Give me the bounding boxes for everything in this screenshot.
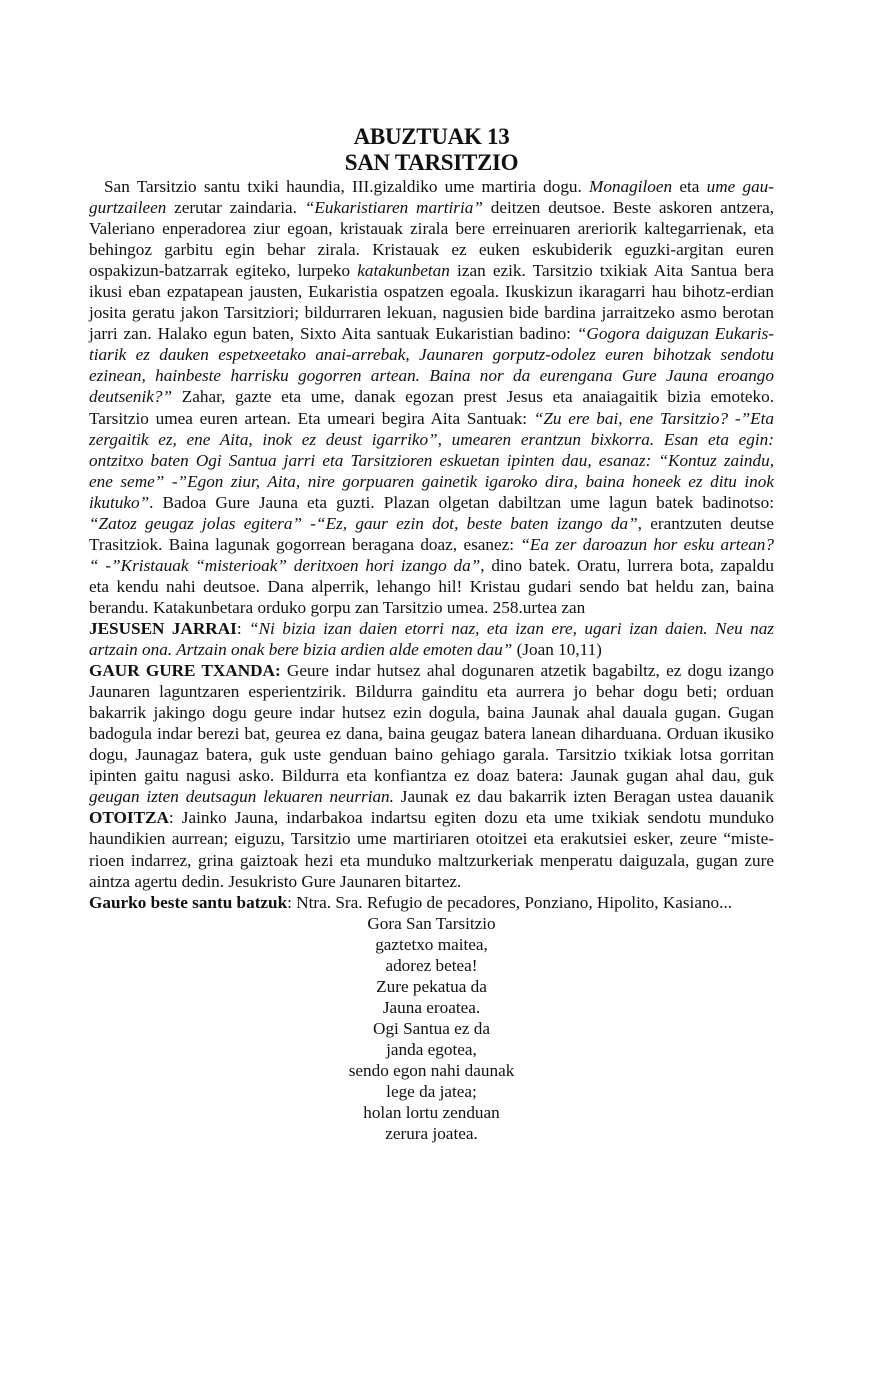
text-line: dogu, Jaunagaz batera, guk uste genduan baino gehiago garala. Tarsitzio txikiak lotsa gorritan [89, 745, 774, 765]
text-line [89, 660, 774, 681]
text-line [89, 260, 774, 281]
text-run: katakunbetan [357, 261, 450, 281]
text-line: berandu. Katakunbetara orduko gorpu zan Tarsitzio umea. 258.urtea zan [89, 597, 586, 617]
text-line [89, 197, 774, 218]
text-run: : Jainko Jauna, indarbakoa indartsu egiten dozu eta ume txikiak sendotu munduko [168, 808, 774, 828]
text-run: Geure indar hutsez ahal dogunaren atzetik bagabiltz, ez dogu izango [280, 661, 775, 681]
text-line: Jaunaren laguntzaren esperientzirik. Bildurra gainditu eta aurrera jo behar dogu beti; orduan [89, 682, 774, 702]
text-line [89, 386, 774, 407]
text-run: : Ntra. Sra. Refugio de pecadores, Ponziano, Hipolito, Kasiano... [287, 892, 733, 912]
section-label: JESUSEN JARRAI [89, 618, 237, 638]
text-line: tiarik ez dauken espetxeetako anai-arrebak, Jaunaren gorputz-odolez euren bihotzak sendotu [89, 345, 774, 365]
text-run: ikutuko” [89, 492, 150, 512]
section-label: OTOITZA [89, 808, 169, 828]
page-title [89, 124, 774, 176]
text-line [89, 513, 774, 534]
text-line [89, 492, 774, 513]
text-run: “Zu ere bai, ene Tarsitzio? -”Eta [533, 408, 775, 428]
text-line [89, 639, 774, 660]
poem [89, 913, 774, 1145]
text-line: eta kendu nahi deutsoe. Dana alperrik, lehango hil! Kristau gudari sendo bat heldu zan, baina [89, 576, 774, 596]
poem-line: adorez betea! [385, 955, 478, 975]
title-saint: SAN TARSITZIO [344, 150, 519, 175]
text-line [89, 892, 774, 913]
text-line: bakarrik jakingo dogu geure indar hutsez ezin dogula, baina Jaunak ahal dauala gugan. Gugan [89, 703, 774, 723]
poem-line: Gora San Tarsitzio [367, 913, 496, 933]
text-line: josita geratu jakon Tarsitziori; bildurraren lekuan, nagusien bide bardina jarraitzeko asmo berotan [89, 303, 774, 323]
section-label: GAUR GURE TXANDA: [89, 661, 281, 681]
text-run: “Gogora daiguzan Eukaris- [576, 324, 774, 344]
poem-line: zerura joatea. [385, 1124, 478, 1144]
text-run: “Eukaristiaren martiria” [304, 198, 483, 218]
text-run: , dino batek. Oratu, lurrera bota, zapaldu [480, 555, 774, 575]
poem-line: gaztetxo maitea, [375, 934, 488, 954]
text-run: Zahar, gazte eta ume, danak egozan prest Jesus eta anaiagaitik bizia emoteko. [172, 387, 774, 407]
text-line [89, 323, 774, 344]
text-line: ontzitxo baten Ogi Santua jarri eta Tarsitzioren eskuetan ipinten dau, esanaz: “Kontuz zaindu, [89, 450, 774, 470]
text-line [89, 618, 774, 639]
jesusen-jarrai-section [89, 618, 774, 660]
text-run: jarri zan. Halako egun baten, Sixto Aita santuak Eukaristian badino: [89, 324, 577, 344]
text-run: Trasitziok. Baina lagunak gogorrean beragana doaz, esanez: [89, 534, 521, 554]
text-line: behingoz garbitu egin behar zirala. Kristauak ez euken eskubiderik eguzki-argitan euren [89, 240, 774, 260]
text-run: . Badoa Gure Jauna eta guzti. Plazan olgetan dabiltzan ume lagun batek badinotso: [149, 492, 774, 512]
text-line: ene seme” -”Egon ziur, Aita, nire gorpuaren gainetik igaroko dira, baina honeek ez ditu inok [89, 471, 774, 491]
poem-line: lege da jatea; [386, 1082, 477, 1102]
text-line: rioen indarrez, grina gaiztoak hezi eta munduko maltzurkeriak menperatu daiguzala, gugan zure [89, 850, 774, 870]
text-line: zergaitik ez, ene Aita, inok ez deust igarriko”, umearen erantzun bixkorra. Esan eta egin: [89, 429, 774, 449]
text-line: badogula indar berezi bat, geurea ez dana, baina geugaz batera lanean diharduana. Orduan ikusiko [89, 724, 774, 744]
intro-paragraph [89, 176, 774, 618]
text-run: izan ezik. Tarsitzio txikiak Aita Santua bera [449, 261, 775, 281]
poem-line: sendo egon nahi daunak [348, 1060, 515, 1080]
text-line [89, 408, 774, 429]
text-run: Monagiloen [589, 177, 673, 196]
text-line: haundikien aurrean; eiguzu, Tarsitzio ume martiriaren otoitzei eta erakutsiei esker, zeure “miste- [89, 829, 774, 849]
text-run: San Tarsitzio santu txiki haundia, III.gizaldiko ume martiria dogu. [104, 177, 590, 196]
text-run: geugan izten deutsagun lekuaren neurrian. [89, 787, 394, 807]
text-run: Jaunak ez dau bakarrik izten Beragan ustea dauanik [393, 787, 774, 807]
text-run: zerutar zaindaria. [166, 198, 305, 218]
document-page [89, 124, 774, 1144]
text-run: deutsenik?” [89, 387, 173, 407]
text-run: (Joan 10,11) [512, 640, 602, 660]
poem-line: Zure pekatua da [376, 976, 487, 996]
text-line [89, 807, 774, 828]
text-run: deitzen deutsoe. Beste askoren antzera, [482, 198, 775, 218]
text-line: Valeriano enperadorea ziur egoan, kristauak zirala bere erreinuaren areriorik kaltegarrienak, eta [89, 219, 774, 239]
text-line [89, 534, 774, 555]
title-date: ABUZTUAK 13 [353, 124, 510, 149]
text-run: eta [672, 177, 707, 196]
text-line [89, 176, 774, 197]
text-run: artzain ona. Artzain onak bere bizia ardien alde emoten dau” [89, 640, 513, 660]
otoitza-section [89, 807, 774, 891]
text-run: “Ni bizia izan daien etorri naz, eta izan ere, ugari izan daien. Neu naz [249, 618, 774, 638]
text-line: aintza agertu dedin. Jesukristo Gure Jaunaren bitartez. [89, 871, 462, 891]
text-line [89, 555, 774, 576]
text-run: “ -”Kristauak “misterioak” deritxoen hori izango da” [89, 555, 481, 575]
gaur-gure-txanda-section [89, 660, 774, 807]
text-line: ipinten gaitu nagusi asko. Bildurra eta konfiantza ez doaz batera: Jaunak gugan ahal dau, guk [89, 766, 774, 786]
poem-line: janda egotea, [386, 1039, 477, 1059]
text-run: Tarsitzio umea euren artean. Eta umeari begira Aita Santuak: [89, 408, 534, 428]
text-run: , erantzuten deutse [637, 513, 774, 533]
poem-line: Ogi Santua ez da [373, 1018, 490, 1038]
text-run: “Zatoz geugaz jolas egitera” -“Ez, gaur ezin dot, beste baten izango da” [89, 513, 638, 533]
text-run: : [236, 618, 250, 638]
other-saints-section [89, 892, 774, 913]
section-label: Gaurko beste santu batzuk [89, 892, 288, 912]
text-line [89, 786, 774, 807]
text-line: ezinean, hainbeste harrisku gogorren artean. Baina nor da eurengana Gure Jauna eroango [89, 366, 774, 386]
text-run: ume gau- [706, 177, 774, 196]
text-run: “Ea zer daroazun hor esku artean? [520, 534, 774, 554]
text-run: gurtzaileen [89, 198, 167, 218]
text-run: ospakizun-batzarrak egiteko, lurpeko [89, 261, 358, 281]
text-line: ikusi eban ezpatapean jausten, Eukaristia ospatzen egoala. Ikuskizun ikaragarri hau bihotz-erdian [89, 282, 774, 302]
poem-line: holan lortu zenduan [363, 1103, 500, 1123]
poem-line: Jauna eroatea. [382, 997, 481, 1017]
